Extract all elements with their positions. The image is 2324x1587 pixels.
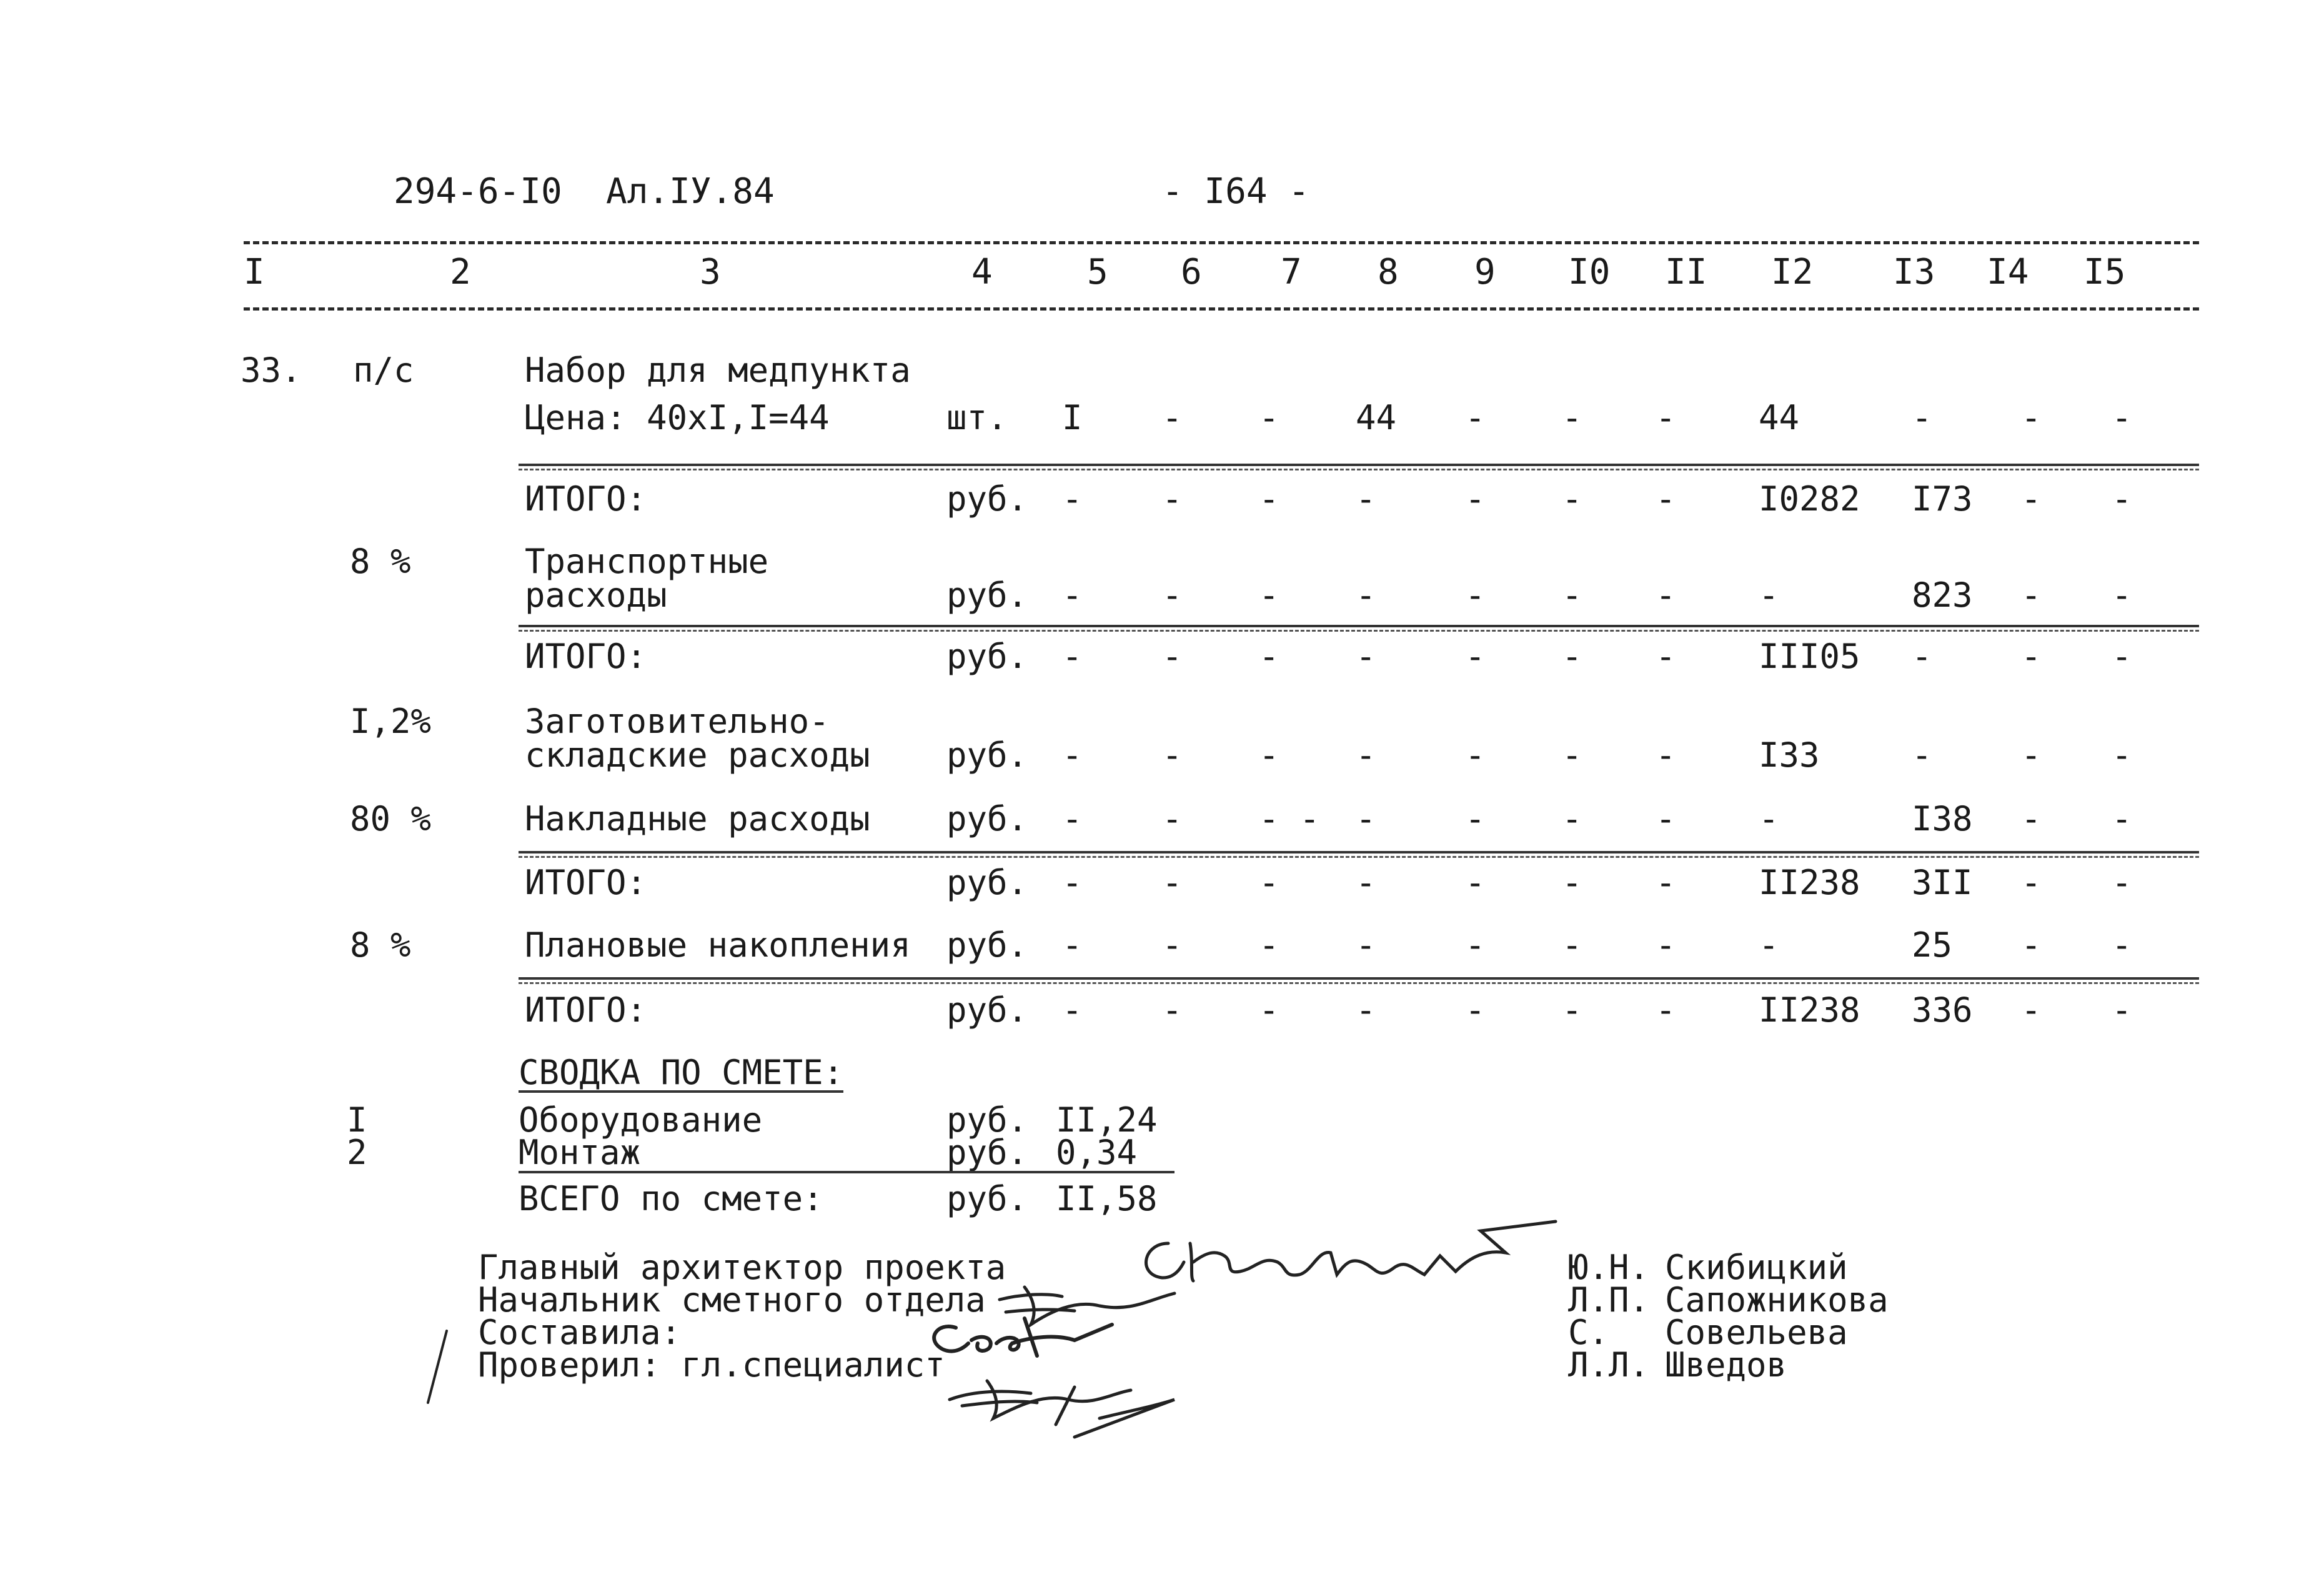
row-unit: руб. xyxy=(946,575,1028,615)
cell-col13: I38 xyxy=(1912,799,1973,838)
row-percent: 8 % xyxy=(350,925,411,965)
row-label-cont: расходы xyxy=(525,575,667,615)
cell-col10: - xyxy=(1562,735,1582,775)
signature-initials: Л.П. xyxy=(1568,1280,1650,1320)
cell-col10: - xyxy=(1562,799,1582,838)
item-name: Набор для медпункта xyxy=(525,351,911,390)
cell-col6: - xyxy=(1162,735,1183,775)
cell-col6: - xyxy=(1162,637,1183,676)
cell-col11: - xyxy=(1656,479,1676,519)
cell-col11: - xyxy=(1656,637,1676,676)
signature-surname: Шведов xyxy=(1665,1345,1787,1385)
header-rule-top xyxy=(244,241,2199,244)
row-unit: руб. xyxy=(946,863,1028,902)
col-number: I0 xyxy=(1568,252,1611,292)
cell-col13: - xyxy=(1912,637,1932,676)
cell-col8: 44 xyxy=(1356,398,1397,437)
cell-col13: 25 xyxy=(1912,925,1953,965)
cell-col9: - xyxy=(1465,575,1486,615)
row-unit: руб. xyxy=(946,637,1028,676)
cell-col11: - xyxy=(1656,398,1676,437)
summary-total-unit: руб. xyxy=(946,1179,1028,1218)
cell-col11: - xyxy=(1656,990,1676,1030)
summary-line-value: II,24 xyxy=(1056,1100,1158,1140)
col-number: 9 xyxy=(1474,252,1496,292)
cell-col13: I73 xyxy=(1912,479,1973,519)
cell-col10: - xyxy=(1562,925,1582,965)
row-separator xyxy=(519,851,2199,853)
row-separator xyxy=(519,625,2199,627)
cell-col7: - xyxy=(1259,990,1279,1030)
cell-col9: - xyxy=(1465,637,1486,676)
cell-col7: - xyxy=(1259,398,1279,437)
cell-col14: - xyxy=(2021,925,2042,965)
item-price: Цена: 40хI,I=44 xyxy=(525,398,830,437)
row-unit: руб. xyxy=(946,479,1028,519)
cell-col6: - xyxy=(1162,398,1183,437)
cell-col8: - xyxy=(1356,799,1376,838)
col-number: I4 xyxy=(1987,252,2029,292)
cell-col13: 3II xyxy=(1912,863,1973,902)
cell-col12: II238 xyxy=(1759,863,1860,902)
cell-col6: - xyxy=(1162,990,1183,1030)
cell-col13: - xyxy=(1912,735,1932,775)
summary-line-value: 0,34 xyxy=(1056,1133,1138,1172)
cell-col5: - xyxy=(1062,637,1083,676)
summary-line-unit: руб. xyxy=(946,1133,1028,1172)
cell-col12: I0282 xyxy=(1759,479,1860,519)
col-number: 4 xyxy=(971,252,993,292)
header-rule-bottom xyxy=(244,307,2199,311)
cell-col5: I xyxy=(1062,398,1083,437)
summary-underline xyxy=(519,1171,1174,1173)
cell-col5: - xyxy=(1062,575,1083,615)
signature-role: Начальник сметного отдела xyxy=(478,1280,986,1320)
cell-col12: I33 xyxy=(1759,735,1820,775)
col-number: II xyxy=(1665,252,1707,292)
col-number: I2 xyxy=(1771,252,1814,292)
signature-surname: Сапожникова xyxy=(1665,1280,1889,1320)
cell-col11: - xyxy=(1656,735,1676,775)
signature-initials: С. xyxy=(1568,1313,1609,1352)
row-percent: I,2% xyxy=(350,702,432,741)
cell-col12: 44 xyxy=(1759,398,1800,437)
item-number: 33. xyxy=(241,351,302,390)
handwritten-signature-compiler xyxy=(912,1306,1174,1362)
item-code: п/с xyxy=(353,351,414,390)
summary-total-value: II,58 xyxy=(1056,1179,1158,1218)
col-number: 2 xyxy=(450,252,471,292)
cell-col5: - xyxy=(1062,799,1083,838)
cell-col6: - xyxy=(1162,479,1183,519)
signature-surname: Совельева xyxy=(1665,1313,1848,1352)
row-label: Накладные расходы xyxy=(525,799,870,838)
handwritten-signature-checker xyxy=(937,1356,1249,1443)
cell-col7: - xyxy=(1259,925,1279,965)
cell-col14: - xyxy=(2021,398,2042,437)
row-label: ИТОГО: xyxy=(525,990,647,1030)
cell-col13: 336 xyxy=(1912,990,1973,1030)
cell-col5: - xyxy=(1062,925,1083,965)
row-label: ИТОГО: xyxy=(525,863,647,902)
summary-line-label: Монтаж xyxy=(519,1133,641,1172)
cell-col9: - xyxy=(1465,735,1486,775)
cell-col15: - xyxy=(2112,799,2132,838)
cell-col8: - xyxy=(1356,735,1376,775)
cell-col7: - xyxy=(1259,863,1279,902)
cell-col12: II238 xyxy=(1759,990,1860,1030)
cell-col15: - xyxy=(2112,990,2132,1030)
cell-col7: - xyxy=(1259,575,1279,615)
row-unit: руб. xyxy=(946,925,1028,965)
cell-col8: - xyxy=(1356,637,1376,676)
cell-col7: - xyxy=(1259,735,1279,775)
row-label: Транспортные xyxy=(525,542,769,581)
cell-col10: - xyxy=(1562,398,1582,437)
cell-col8: - xyxy=(1356,990,1376,1030)
cell-col6: - xyxy=(1162,799,1183,838)
cell-col15: - xyxy=(2112,398,2132,437)
col-number: 7 xyxy=(1281,252,1302,292)
cell-col7: - xyxy=(1259,479,1279,519)
cell-col8: - xyxy=(1356,479,1376,519)
cell-col9: - xyxy=(1465,398,1486,437)
cell-col14: - xyxy=(2021,479,2042,519)
cell-col8: - xyxy=(1356,863,1376,902)
cell-col8: - xyxy=(1356,575,1376,615)
cell-col5: - xyxy=(1062,990,1083,1030)
cell-col9: - xyxy=(1465,990,1486,1030)
row-separator xyxy=(519,464,2199,466)
cell-col14: - xyxy=(2021,990,2042,1030)
cell-col7: - xyxy=(1259,637,1279,676)
cell-col9: - xyxy=(1465,925,1486,965)
cell-col11: - xyxy=(1656,863,1676,902)
row-label: Плановые накопления xyxy=(525,925,911,965)
cell-col14: - xyxy=(2021,799,2042,838)
row-label: ИТОГО: xyxy=(525,637,647,676)
summary-line-label: Оборудование xyxy=(519,1100,763,1140)
cell-col13: - xyxy=(1912,398,1932,437)
cell-col14: - xyxy=(2021,735,2042,775)
cell-col15: - xyxy=(2112,479,2132,519)
summary-line-unit: руб. xyxy=(946,1100,1028,1140)
cell-col10: - xyxy=(1562,990,1582,1030)
page-number: - I64 - xyxy=(1162,171,1310,212)
cell-col5: - xyxy=(1062,863,1083,902)
summary-total-label: ВСЕГО по смете: xyxy=(519,1179,823,1218)
cell-col14: - xyxy=(2021,575,2042,615)
signature-role: Проверил: гл.специалист xyxy=(478,1345,945,1385)
col-number: I5 xyxy=(2083,252,2126,292)
cell-col15: - xyxy=(2112,735,2132,775)
cell-col14: - xyxy=(2021,863,2042,902)
col-number: 5 xyxy=(1087,252,1108,292)
cell-col14: - xyxy=(2021,637,2042,676)
row-percent: 8 % xyxy=(350,542,411,581)
row-label: Заготовительно- xyxy=(525,702,830,741)
col-number: I xyxy=(244,252,265,292)
cell-col6: - xyxy=(1162,863,1183,902)
doc-code: 294-6-I0 xyxy=(394,171,562,212)
cell-col10: - xyxy=(1562,575,1582,615)
signature-initials: Л.Л. xyxy=(1568,1345,1650,1385)
cell-col12: - xyxy=(1759,575,1779,615)
summary-line-number: I xyxy=(347,1100,367,1140)
album-code: Ал.IУ.84 xyxy=(606,171,775,212)
margin-slash-mark xyxy=(419,1325,456,1412)
cell-col10: - xyxy=(1562,863,1582,902)
cell-col6: - xyxy=(1162,575,1183,615)
cell-col15: - xyxy=(2112,925,2132,965)
cell-col7: - - xyxy=(1259,799,1320,838)
cell-col11: - xyxy=(1656,575,1676,615)
cell-col11: - xyxy=(1656,925,1676,965)
cell-col10: - xyxy=(1562,479,1582,519)
row-label-cont: складские расходы xyxy=(525,735,870,775)
cell-col15: - xyxy=(2112,863,2132,902)
cell-col5: - xyxy=(1062,479,1083,519)
signature-surname: Скибицкий xyxy=(1665,1248,1848,1287)
row-unit: руб. xyxy=(946,735,1028,775)
cell-col12: - xyxy=(1759,925,1779,965)
cell-col6: - xyxy=(1162,925,1183,965)
row-label: ИТОГО: xyxy=(525,479,647,519)
row-unit: руб. xyxy=(946,799,1028,838)
cell-col15: - xyxy=(2112,575,2132,615)
item-unit: шт. xyxy=(946,398,1008,437)
summary-title-underline xyxy=(519,1090,843,1093)
cell-col5: - xyxy=(1062,735,1083,775)
cell-col9: - xyxy=(1465,479,1486,519)
signature-role: Составила: xyxy=(478,1313,682,1352)
col-number: 3 xyxy=(700,252,721,292)
cell-col10: - xyxy=(1562,637,1582,676)
col-number: 6 xyxy=(1181,252,1202,292)
cell-col11: - xyxy=(1656,799,1676,838)
row-separator xyxy=(519,977,2199,980)
col-number: 8 xyxy=(1378,252,1399,292)
col-number: I3 xyxy=(1893,252,1935,292)
cell-col13: 823 xyxy=(1912,575,1973,615)
summary-line-number: 2 xyxy=(347,1133,367,1172)
cell-col9: - xyxy=(1465,863,1486,902)
cell-col12: - xyxy=(1759,799,1779,838)
signature-initials: Ю.Н. xyxy=(1568,1248,1650,1287)
cell-col15: - xyxy=(2112,637,2132,676)
row-unit: руб. xyxy=(946,990,1028,1030)
cell-col9: - xyxy=(1465,799,1486,838)
row-percent: 80 % xyxy=(350,799,432,838)
cell-col12: III05 xyxy=(1759,637,1860,676)
cell-col8: - xyxy=(1356,925,1376,965)
summary-title: СВОДКА ПО СМЕТЕ: xyxy=(519,1053,844,1092)
signature-role: Главный архитектор проекта xyxy=(478,1248,1006,1287)
